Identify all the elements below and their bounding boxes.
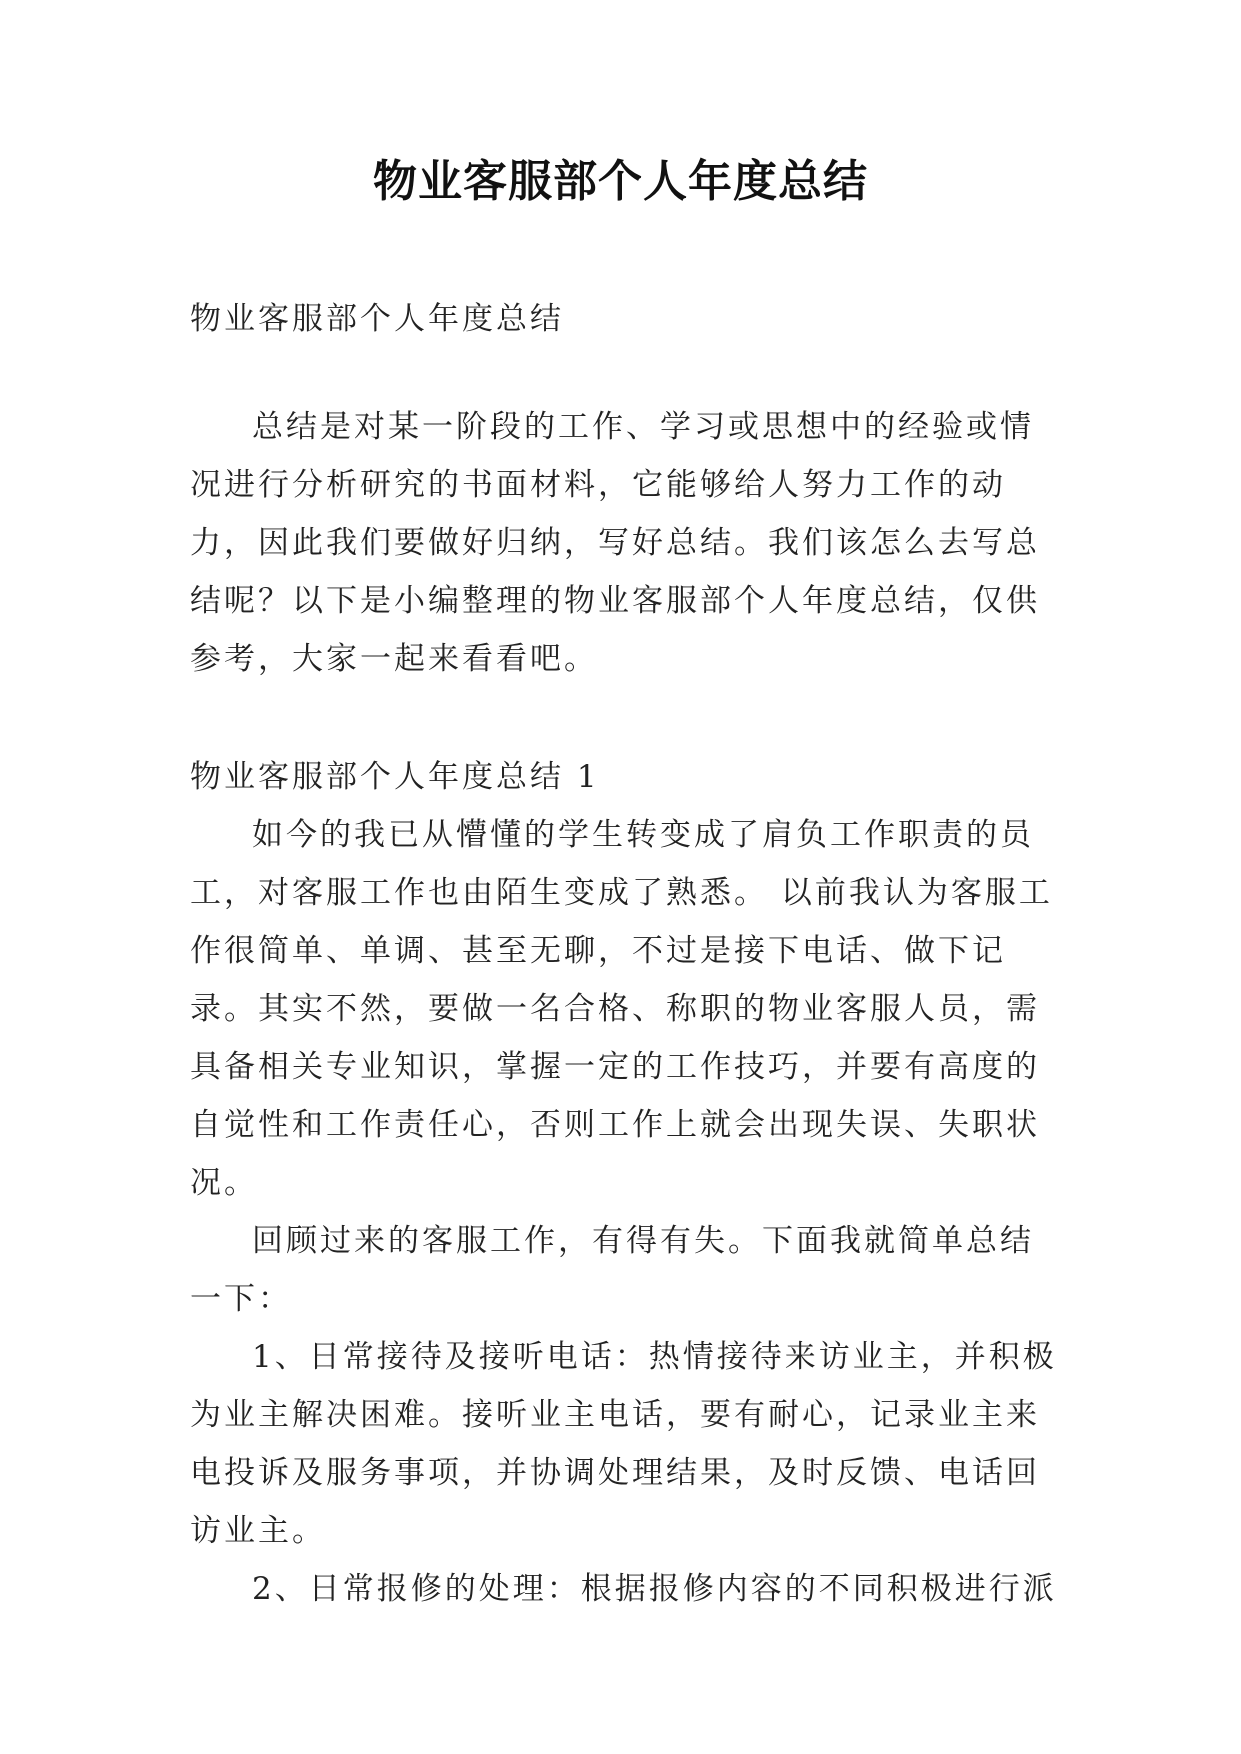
section-title: 物业客服部个人年度总结 1 bbox=[190, 759, 600, 795]
spacer bbox=[190, 348, 1060, 398]
document-title: 物业客服部个人年度总结 bbox=[373, 156, 868, 207]
body-paragraph: 如今的我已从懵懂的学生转变成了肩负工作职责的员工，对客服工作也由陌生变成了熟悉。 以前我认为客服工作很简单、单调、甚至无聊，不过是接下电话、做下记录。其实不然，要做一名合格、称职的物业客服人员，需具备相关专业知识，掌握一定的工作技巧，并要有高度的自觉性和工作责任心，否则工作上就会出现失误、失职状况。 bbox=[190, 817, 1053, 1201]
body-paragraph: 1、日常接待及接听电话：热情接待来访业主，并积极为业主解决困难。接听业主电话，要有耐心，记录业主来电投诉及服务事项，并协调处理结果，及时反馈、电话回访业主。 bbox=[190, 1339, 1057, 1549]
document-subtitle: 物业客服部个人年度总结 bbox=[190, 301, 564, 337]
body-paragraph: 回顾过来的客服工作，有得有失。下面我就简单总结一下： bbox=[190, 1223, 1034, 1317]
spacer bbox=[190, 688, 1060, 748]
intro-paragraph: 总结是对某一阶段的工作、学习或思想中的经验或情况进行分析研究的书面材料，它能够给人努力工作的动力，因此我们要做好归纳，写好总结。我们该怎么去写总结呢？以下是小编整理的物业客服部个人年度总结，仅供参考，大家一起来看看吧。 bbox=[190, 409, 1040, 677]
body-paragraph: 2、日常报修的处理：根据报修内容的不同积极进行派 bbox=[252, 1571, 1057, 1607]
document-body bbox=[190, 290, 1060, 1618]
